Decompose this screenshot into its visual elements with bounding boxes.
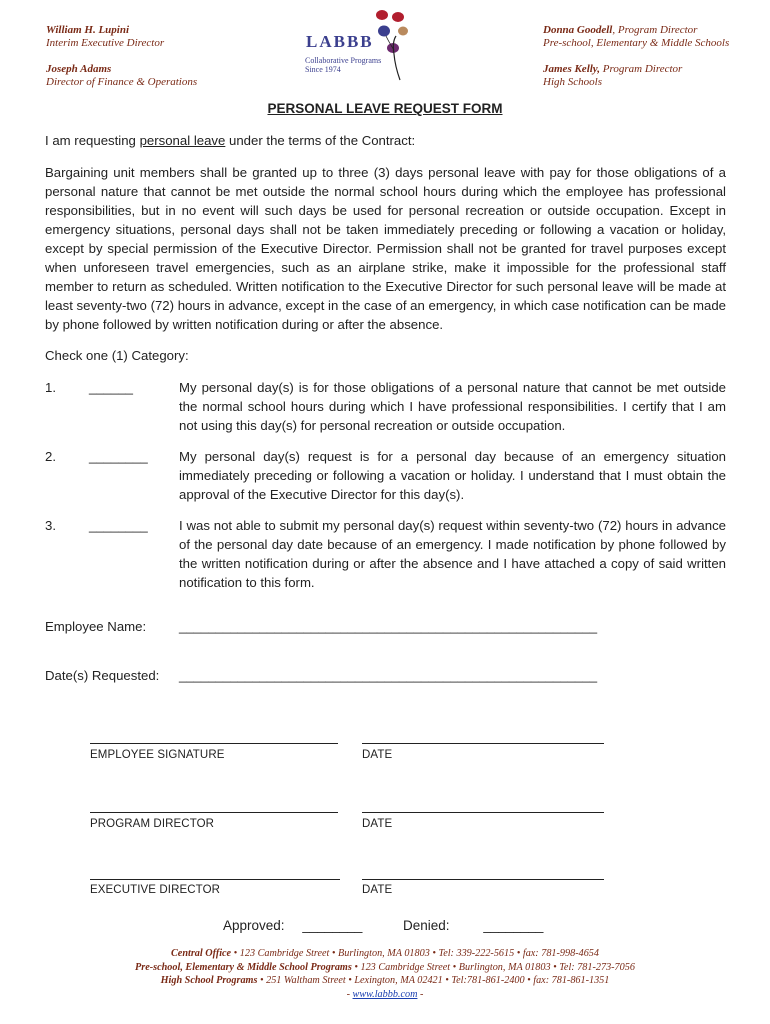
executive-director-name: William H. Lupini bbox=[46, 24, 130, 36]
footer-highschool: High School Programs • 251 Waltham Street • Lexington, MA 02421 • Tel:781-861-2400 • fax: 781-861-1351 bbox=[160, 975, 610, 986]
category-3-checkbox-blank[interactable]: ________ bbox=[89, 518, 148, 533]
category-number: 1. bbox=[45, 380, 56, 395]
finance-director-name: Joseph Adams bbox=[46, 63, 112, 75]
employee-signature-label: EMPLOYEE SIGNATURE bbox=[90, 749, 225, 761]
intro-sentence: I am requesting personal leave under the terms of the Contract: bbox=[45, 133, 416, 148]
category-1-checkbox-blank[interactable]: ______ bbox=[89, 380, 134, 395]
check-category-label: Check one (1) Category: bbox=[45, 348, 189, 363]
header-left bbox=[46, 24, 197, 89]
logo-tagline-line1: Collaborative Programs bbox=[305, 56, 382, 65]
preschool-director-title: , Program Director bbox=[612, 24, 698, 36]
preschool-director-name: Donna Goodell bbox=[543, 24, 613, 36]
category-description: I was not able to submit my personal day(s) request within seventy-two (72) hours in advance of the personal day date because of an emergency. I made notification by phone followed by the written notification during or after the absence and I have attached a copy of said written notification to this form. bbox=[179, 518, 726, 590]
category-description: My personal day(s) request is for a personal day because of an emergency situation immediately preceding or following a vacation or holiday. I understand that I must obtain the approval of the Executive Director for this day(s). bbox=[179, 449, 726, 502]
program-director-date-line[interactable] bbox=[362, 812, 604, 813]
program-director-label: PROGRAM DIRECTOR bbox=[90, 818, 215, 830]
category-2-checkbox-blank[interactable]: ________ bbox=[89, 449, 148, 464]
approved-label: Approved: bbox=[223, 918, 285, 933]
highschool-director-title: Program Director bbox=[600, 63, 683, 75]
highschool-director-role: High Schools bbox=[543, 76, 602, 88]
preschool-director-role: Pre-school, Elementary & Middle Schools bbox=[543, 37, 730, 49]
labbb-logo bbox=[300, 8, 420, 84]
employee-date-label: DATE bbox=[362, 749, 393, 761]
footer bbox=[0, 947, 770, 1001]
executive-director-date-label: DATE bbox=[362, 884, 393, 896]
category-description: My personal day(s) is for those obligations of a personal nature that cannot be met outside the normal school hours during which I have professional responsibilities. I certify that I am not using this day(s) for personal recreation or outside occupation. bbox=[179, 380, 726, 433]
category-item-2 bbox=[45, 447, 726, 507]
logo-name: LABBB bbox=[306, 32, 374, 51]
category-item-1 bbox=[45, 378, 726, 438]
employee-name-field[interactable]: _________________________________________________________ bbox=[179, 619, 598, 634]
header-right bbox=[543, 24, 729, 89]
denied-row bbox=[403, 918, 543, 933]
executive-director-role: Interim Executive Director bbox=[46, 37, 165, 49]
executive-director-label: EXECUTIVE DIRECTOR bbox=[90, 884, 221, 896]
finance-director-role: Director of Finance & Operations bbox=[46, 76, 198, 88]
footer-preschool: Pre-school, Elementary & Middle School Programs • 123 Cambridge Street • Burlington, MA 01803 • Tel: 781-273-7056 bbox=[135, 961, 635, 973]
highschool-director-name: James Kelly, bbox=[543, 63, 601, 75]
denied-blank[interactable]: ________ bbox=[483, 918, 544, 933]
program-director-date-label: DATE bbox=[362, 818, 393, 830]
logo-tagline-line2: Since 1974 bbox=[305, 65, 341, 74]
logo-tagline bbox=[305, 56, 381, 74]
footer-website: - www.labbb.com - bbox=[346, 988, 424, 1000]
executive-director-signature-line[interactable] bbox=[90, 879, 340, 880]
employee-name-row bbox=[45, 619, 598, 634]
footer-central-office: Central Office • 123 Cambridge Street • Burlington, MA 01803 • Tel: 339-222-5615 • fax: 781-998-4654 bbox=[171, 948, 599, 959]
personal-leave-underlined: personal leave bbox=[139, 133, 226, 148]
dates-requested-field[interactable]: _________________________________________________________ bbox=[179, 668, 598, 683]
approved-row bbox=[223, 918, 362, 933]
executive-director-date-line[interactable] bbox=[362, 879, 604, 880]
form-title: PERSONAL LEAVE REQUEST FORM bbox=[267, 101, 503, 116]
denied-label: Denied: bbox=[403, 918, 450, 933]
employee-date-line[interactable] bbox=[362, 743, 604, 744]
category-number: 2. bbox=[45, 449, 56, 464]
category-item-3 bbox=[45, 516, 726, 594]
approved-blank[interactable]: ________ bbox=[302, 918, 363, 933]
dates-requested-label: Date(s) Requested: bbox=[45, 668, 160, 683]
dates-requested-row bbox=[45, 668, 598, 683]
program-director-signature-line[interactable] bbox=[90, 812, 338, 813]
employee-signature-line[interactable] bbox=[90, 743, 338, 744]
contract-paragraph: Bargaining unit members shall be granted up to three (3) days personal leave with pay for those obligations of a personal nature that cannot be met outside the normal school hours during which the employee has professional responsibilities, but in no event will such days be used for personal recreation or outside occupation. Except in emergency situations, personal days shall not be taken immediately preceding or following a vacation or holiday, except by special permission of the Executive Director. Permission shall not be granted for travel purposes except when unforeseen travel emergencies, such as an airplane strike, make it impossible for the professional staff member to return as scheduled. Written notification to the Executive Director for such personal leave will be made at least seventy-two (72) hours in advance, except in the case of an emergency, in which case notification can be made by phone followed by written notification during or after the absence. bbox=[45, 165, 726, 332]
employee-name-label: Employee Name: bbox=[45, 619, 147, 634]
category-number: 3. bbox=[45, 518, 56, 533]
website-link[interactable]: www.labbb.com bbox=[352, 988, 418, 1000]
